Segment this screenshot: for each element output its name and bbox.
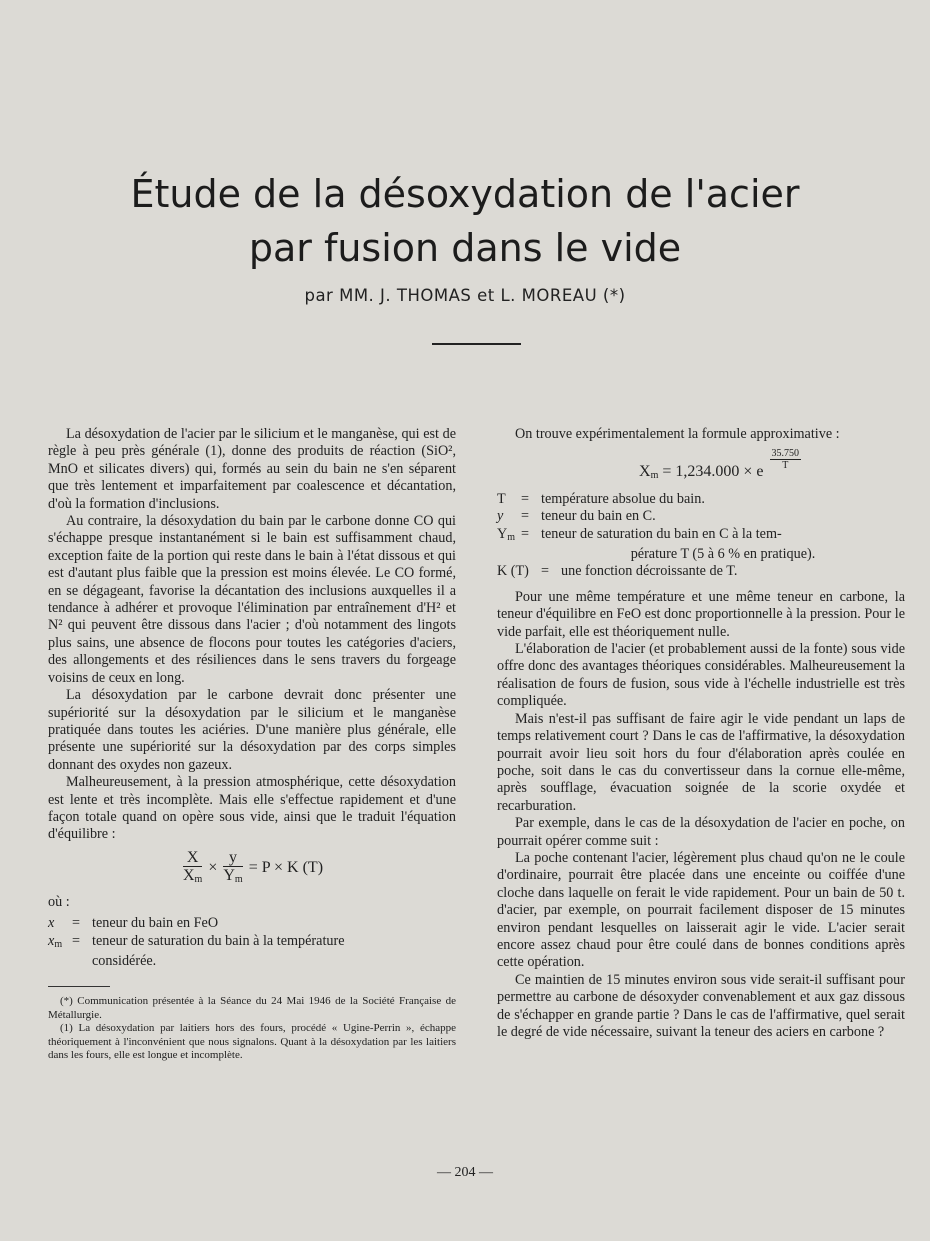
times-sign: × [208, 858, 218, 876]
title-divider [432, 343, 521, 345]
variable-definitions [497, 491, 905, 581]
article-authors: par MM. J. THOMAS et L. MOREAU (*) [304, 286, 626, 305]
article-title-line-1: Étude de la désoxydation de l'acier [130, 172, 800, 216]
paragraph: L'élaboration de l'acier (et probablement aussi de la fonte) sous vide offre donc des avantages théoriques considérables. Malheureusement la réalisation de fours de fusion, sous vide à l'échelle industrielle est très compliquée. [497, 641, 905, 710]
paragraph: La poche contenant l'acier, légèrement plus chaud qu'on ne le coule d'ordinaire, pourrait être placée dans une enceinte ou coiffée d'une cloche dans laquelle on ferait le vide rapidement. Pour un bain de 50 t. d'acier, par exemple, on pourrait facilement disposer de 15 minutes environ pendant lesquelles on laisserait agir le vide. L'acier serait encore assez chaud pour être coulé dans de bonnes conditions après cette opération. [497, 849, 905, 971]
equilibrium-equation [48, 849, 456, 888]
footnote: (*) Communication présentée à la Séance du 24 Mai 1946 de la Société Française de Métallurgie. [48, 995, 456, 1021]
paragraph: La désoxydation de l'acier par le silicium et le manganèse, qui est de règle à peu près générale (1), donne des produits de réaction (SiO², MnO et silicates divers) qui, formés au sein du bain ne s'en séparent que très lentement et imparfaitement par coalescence et décantation, d'où la formation d'inclusions. [48, 426, 456, 512]
fraction-y: $\frac{y}{Y_m}$ [223, 848, 243, 885]
paragraph: Ce maintien de 15 minutes environ sous vide serait-il suffisant pour permettre au carbone de désoxyder convenablement et aux gaz dissous de s'échapper en grande partie ? Dans le cas de l'affirmative, quel serait le degré de vide nécessaire, suivant la teneur des aciers en carbone ? [497, 971, 905, 1040]
paragraph: Par exemple, dans le cas de la désoxydation de l'acier en poche, on pourrait opérer comme suit : [497, 815, 905, 849]
paragraph: La désoxydation par le carbone devrait donc présenter une supériorité sur la désoxydation par le silicium et le manganèse pratiquée dans toutes les aciéries. D'une manière plus générale, elle présente une supériorité sur la désoxydation par des corps simples donnant des oxydes non gazeux. [48, 687, 456, 773]
definition-continuation: pérature T (5 à 6 % en pratique). [630, 546, 816, 563]
experimental-formula: $X_m = 1,234.000 \times e$ $\frac{35.750}{T}$ [639, 448, 799, 482]
paragraph: Mais n'est-il pas suffisant de faire agir le vide pendant un laps de temps relativement court ? Dans le cas de l'affirmative, la désoxydation pourrait avoir lieu soit hors du four d'élaboration après coulée en poche, soit dans le cas du convertisseur dans la cornue elle-même, après soufflage, évacuation soignée de la scorie oxydée et recarburation. [497, 710, 905, 814]
definition-row: T = température absolue du bain. [497, 490, 705, 507]
footnotes [48, 995, 456, 1062]
paragraph: On trouve expérimentalement la formule approximative : [515, 426, 840, 442]
definition-row: x = teneur du bain en FeO [48, 915, 219, 932]
article-title-line-2: par fusion dans le vide [248, 226, 682, 270]
left-column [48, 426, 456, 1062]
variable-definitions [48, 915, 456, 970]
definition-row: $Y_m$ = teneur de saturation du bain en C à la tem- [497, 525, 782, 543]
equation-rhs: = P × K (T) [248, 858, 324, 876]
paragraph: Au contraire, la désoxydation du bain par le carbone donne CO qui s'échappe presque instantanément si le bain est suffisamment chaud, exception faite de la portion qui reste dans le bain à l'état dissous et qui est d'autant plus faible que la pression est moins élevée. Le CO formé, en se dégageant, favorise la décantation des inclusions auxquelles il a tendance à adhérer et provoque l'élimination par entraînement d'H² et N² qui peuvent être dissous dans l'acier ; d'où notamment des lingots plus sains, une absence de flocons pour toutes les catégories d'aciers, des allongements et des résiliences dans le sens travers du forgeage voisins de ceux en long. [48, 513, 456, 686]
footnote-divider [48, 986, 110, 987]
paragraph: Malheureusement, à la pression atmosphérique, cette désoxydation est lente et très incomplète. Mais elle s'effectue rapidement et d'une façon totale quand on opère sous vide, ainsi que le traduit l'équation d'équilibre : [48, 774, 456, 843]
definition-row: K (T) = une fonction décroissante de T. [497, 563, 738, 580]
right-column [497, 426, 905, 1041]
page-number: — 204 — [437, 1165, 493, 1180]
fraction-x: $\frac{X}{X_m}$ [182, 848, 203, 885]
where-label: où : [48, 893, 70, 910]
footnote: (1) La désoxydation par laitiers hors des fours, procédé « Ugine-Perrin », échappe théoriquement à l'inconvénient que nous signalons. Quant à la désoxydation par les laitiers dans les fours, elle est longue et incomplète. [48, 1022, 456, 1061]
definition-row: $x_m$ = teneur de saturation du bain à la température [48, 932, 345, 950]
exponent-fraction: $\frac{35.750}{T}$ [771, 448, 799, 472]
paragraph: Pour une même température et une même teneur en carbone, la teneur d'équilibre en FeO est donc proportionnelle à la pression. Pour le vide parfait, elle est théoriquement nulle. [497, 588, 905, 640]
definition-row: y = teneur du bain en C. [497, 508, 656, 525]
definition-continuation: considérée. [92, 952, 157, 969]
